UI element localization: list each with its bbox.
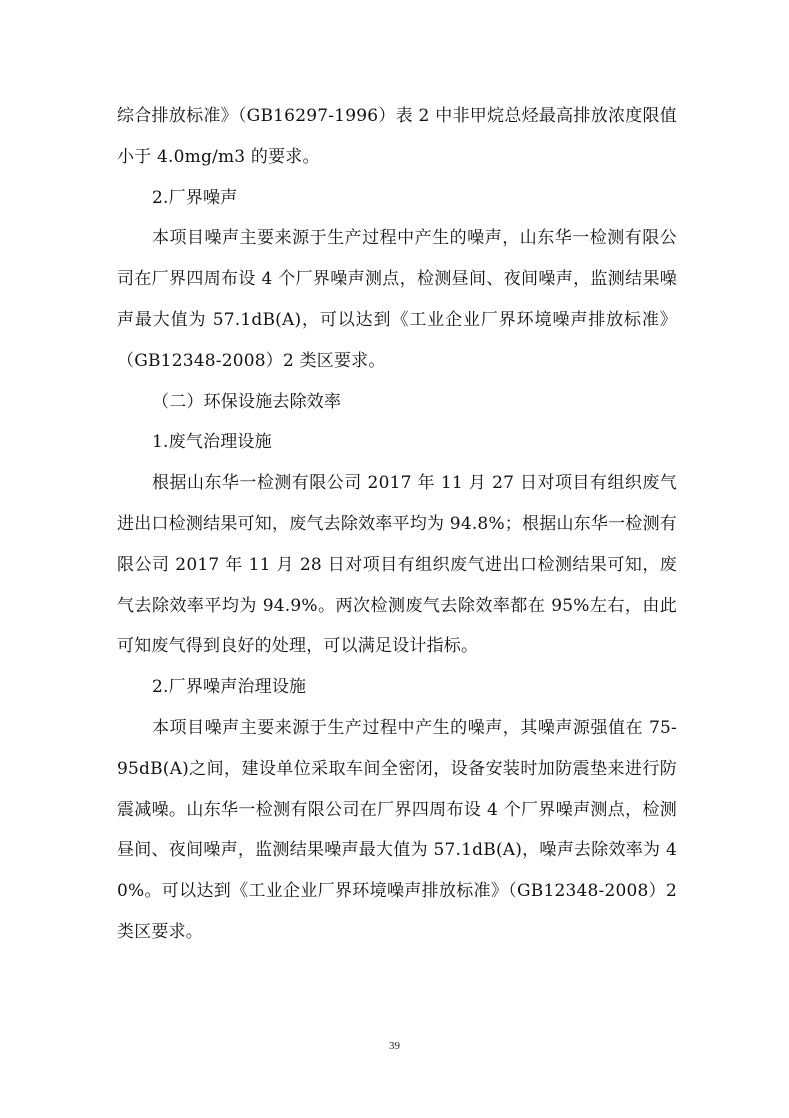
heading-boundary-noise: 2.厂界噪声 (152, 187, 238, 208)
heading-noise-treatment: 2.厂界噪声治理设施 (152, 677, 307, 698)
paragraph-boundary-noise: 本项目噪声主要来源于生产过程中产生的噪声，山东华一检测有限公司在厂界四周布设 4 个厂界噪声测点，检测昼间、夜间噪声，监测结果噪声最大值为 57.1dB(A)，可以达到《工业企业厂界环境噪声排放标准》（GB12348-2008）2 类区要求。 (117, 228, 677, 371)
heading-removal-efficiency: （二）环保设施去除效率 (152, 391, 342, 412)
paragraph-noise-treatment: 本项目噪声主要来源于生产过程中产生的噪声，其噪声源强值在 75-95dB(A)之间，建设单位采取车间全密闭，设备安装时加防震垫来进行防震减噪。山东华一检测有限公司在厂界四周布设 4 个厂界噪声测点，检测昼间、夜间噪声，监测结果噪声最大值为 57.1dB(A)，噪声去除效率为 40%。可以达到《工业企业厂界环境噪声排放标准》（GB12348-2008）2 类区要求。 (117, 717, 677, 942)
heading-exhaust-treatment: 1.废气治理设施 (152, 432, 272, 453)
paragraph-exhaust-treatment: 根据山东华一检测有限公司 2017 年 11 月 27 日对项目有组织废气进出口检测结果可知，废气去除效率平均为 94.8%；根据山东华一检测有限公司 2017 年 11 月 28 日对项目有组织废气进出口检测结果可知，废气去除效率平均为 94.9%。两次检测废气去除效率都在 95%左右，由此可知废气得到良好的处理，可以满足设计指标。 (117, 473, 677, 657)
paragraph-emission-standard-continuation: 综合排放标准》（GB16297-1996）表 2 中非甲烷总烃最高排放浓度限值小于 4.0mg/m3 的要求。 (117, 106, 677, 167)
document-body (117, 96, 677, 953)
page-number: 39 (389, 1040, 400, 1052)
